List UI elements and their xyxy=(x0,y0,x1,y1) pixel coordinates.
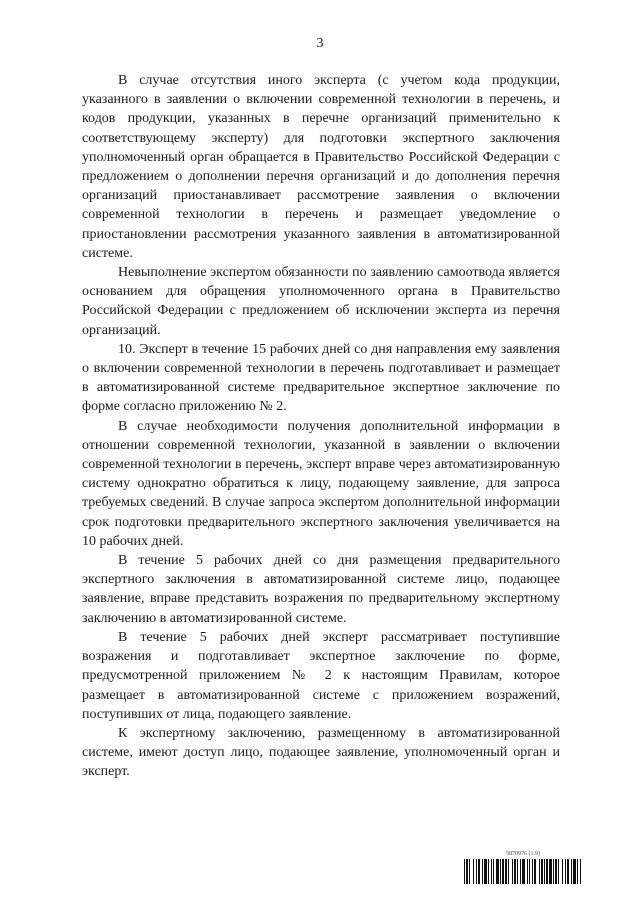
barcode-icon xyxy=(464,859,582,884)
paragraph-recusal-failure: Невыполнение экспертом обязанности по заявлению самоотвода является основанием для обращения уполномоченного органа в Правительство Российской Федерации с предложением об исключении эксперта из перечня организаций. xyxy=(82,265,560,338)
paragraph-access: К экспертному заключению, размещенному в автоматизированной системе, имеют доступ лицо, подающее заявление, уполномоченный орган и эксперт. xyxy=(82,725,560,780)
paragraph-alternate-expert: В случае отсутствия иного эксперта (с учетом кода продукции, указанного в заявлении о включении современной технологии в перечень, и кодов продукции, указанных в перечне организаций применительно к соответствующему эксперту) для подготовки экспертного заключения уполномоченный орган обращается в Правительство Российской Федерации с предложением о дополнении перечня организаций и до дополнения перечня организаций приостанавливает рассмотрение заявления о включении современной технологии в перечень и размещает уведомление о приостановлении рассмотрения указанного заявления в автоматизированной системе. xyxy=(82,73,560,261)
page-number: 3 xyxy=(316,36,324,51)
document-body xyxy=(82,71,560,782)
barcode-number: 5870976 (1.9) xyxy=(506,851,540,857)
paragraph-additional-info: В случае необходимости получения дополнительной информации в отношении современной технологии, указанной в заявлении о включении современной технологии в перечень, эксперт вправе через автоматизированную систему однократно обратиться к лицу, подающему заявление, для запроса требуемых сведений. В случае запроса экспертом дополнительной информации срок подготовки предварительного экспертного заключения увеличивается на 10 рабочих дней. xyxy=(82,418,560,549)
paragraph-final-conclusion: В течение 5 рабочих дней эксперт рассматривает поступившие возражения и подготавливает экспертное заключение по форме, предусмотренной приложением № 2 к настоящим Правилам, которое размещает в автоматизированной системе с приложением возражений, поступивших от лица, подающего заявление. xyxy=(82,629,560,722)
paragraph-objections: В течение 5 рабочих дней со дня размещения предварительного экспертного заключения в автоматизированной системе лицо, подающее заявление, вправе представить возражения по предварительному экспертному заключению в автоматизированной системе. xyxy=(82,553,560,626)
paragraph-item-10: 10. Эксперт в течение 15 рабочих дней со дня направления ему заявления о включении современной технологии в перечень подготавливает и размещает в автоматизированной системе предварительное экспертное заключение по форме согласно приложению № 2. xyxy=(82,341,560,415)
document-barcode xyxy=(464,851,582,884)
